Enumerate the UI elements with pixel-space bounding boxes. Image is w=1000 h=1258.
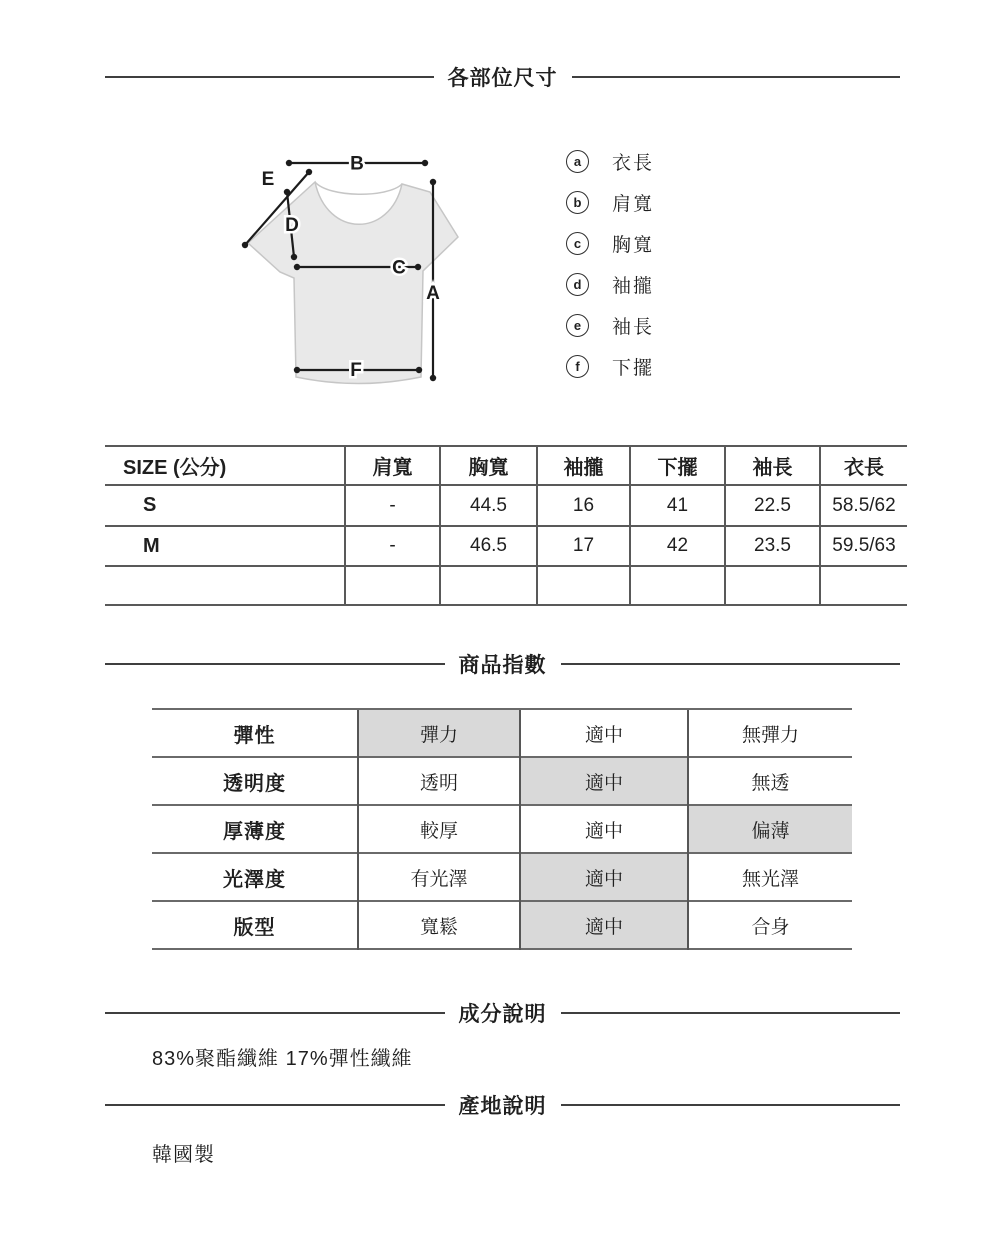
size-table-empty-row	[105, 566, 907, 605]
section-title: 成分說明	[458, 1003, 547, 1026]
diagram-label-f: F	[350, 360, 362, 381]
index-option-cell: 適中	[520, 853, 688, 901]
section-header-origin	[105, 1090, 900, 1120]
legend-key-circle: e	[566, 314, 589, 337]
value-cell: 46.5	[440, 526, 537, 566]
diagram-label-a: A	[426, 283, 440, 304]
size-cell: M	[105, 526, 345, 566]
value-cell: 17	[537, 526, 630, 566]
legend-key-circle: f	[566, 355, 589, 378]
index-label-cell: 光澤度	[152, 853, 358, 901]
diagram-label-d: D	[285, 215, 299, 236]
legend-item	[566, 346, 654, 387]
legend-label: 袖長	[612, 317, 655, 338]
index-option-cell: 無透	[688, 757, 852, 805]
legend-label: 下擺	[612, 358, 655, 379]
index-option-cell: 偏薄	[688, 805, 852, 853]
legend-key-circle: d	[566, 273, 589, 296]
composition-text: 83%聚酯纖維 17%彈性纖維	[152, 1048, 413, 1070]
index-row-sheen	[152, 853, 852, 901]
value-cell: 44.5	[440, 485, 537, 526]
index-option-cell: 透明	[358, 757, 520, 805]
index-option-cell: 適中	[520, 757, 688, 805]
value-cell: 59.5/63	[820, 526, 907, 566]
index-label-cell: 彈性	[152, 709, 358, 757]
index-option-cell: 適中	[520, 901, 688, 949]
size-table-header-cell: 袖攏	[537, 446, 630, 485]
legend-label: 衣長	[612, 153, 655, 174]
legend-item	[566, 305, 654, 346]
legend-item	[566, 264, 654, 305]
section-header-product-index	[105, 649, 900, 679]
size-table-row-m	[105, 526, 907, 566]
size-table-header-cell: 胸寬	[440, 446, 537, 485]
measurement-legend	[566, 141, 654, 387]
legend-key-circle: c	[566, 232, 589, 255]
size-table-header-cell: SIZE (公分)	[105, 446, 345, 485]
legend-item	[566, 182, 654, 223]
section-header-composition	[105, 998, 900, 1028]
size-table-header-cell: 袖長	[725, 446, 820, 485]
divider-line	[561, 1012, 901, 1014]
index-option-cell: 適中	[520, 805, 688, 853]
value-cell: -	[345, 485, 440, 526]
divider-line	[105, 1012, 445, 1014]
index-label-cell: 厚薄度	[152, 805, 358, 853]
size-table-header-cell: 衣長	[820, 446, 907, 485]
size-table-header-row	[105, 446, 907, 485]
index-option-cell: 無光澤	[688, 853, 852, 901]
section-title: 各部位尺寸	[447, 67, 558, 90]
value-cell: 22.5	[725, 485, 820, 526]
index-row-thickness	[152, 805, 852, 853]
index-option-cell: 合身	[688, 901, 852, 949]
size-table-header-cell: 肩寬	[345, 446, 440, 485]
value-cell: -	[345, 526, 440, 566]
index-option-cell: 寬鬆	[358, 901, 520, 949]
section-title: 商品指數	[458, 654, 547, 677]
product-index-table	[152, 708, 852, 950]
divider-line	[105, 663, 445, 665]
size-table-row-s	[105, 485, 907, 526]
divider-line	[561, 1104, 901, 1106]
size-cell: S	[105, 485, 345, 526]
legend-label: 肩寬	[612, 194, 655, 215]
size-table	[105, 445, 907, 606]
diagram-label-e: E	[261, 169, 275, 190]
legend-key-circle: a	[566, 150, 589, 173]
origin-text: 韓國製	[152, 1144, 215, 1166]
diagram-label-c: C	[392, 257, 406, 279]
index-option-cell: 適中	[520, 709, 688, 757]
divider-line	[105, 76, 434, 78]
divider-line	[561, 663, 901, 665]
tshirt-diagram	[225, 138, 525, 403]
tshirt-collar-line	[315, 182, 402, 194]
legend-label: 袖攏	[612, 276, 655, 297]
legend-key-circle: b	[566, 191, 589, 214]
index-option-cell: 彈力	[358, 709, 520, 757]
size-table-header-cell: 下擺	[630, 446, 725, 485]
index-row-elasticity	[152, 709, 852, 757]
legend-label: 胸寬	[612, 235, 655, 256]
index-label-cell: 版型	[152, 901, 358, 949]
section-header-measurements	[105, 62, 900, 92]
legend-item	[566, 141, 654, 182]
divider-line	[105, 1104, 445, 1106]
legend-item	[566, 223, 654, 264]
index-row-fit	[152, 901, 852, 949]
value-cell: 58.5/62	[820, 485, 907, 526]
value-cell: 41	[630, 485, 725, 526]
value-cell: 42	[630, 526, 725, 566]
section-title: 產地說明	[458, 1095, 547, 1118]
index-row-transparency	[152, 757, 852, 805]
index-option-cell: 較厚	[358, 805, 520, 853]
index-option-cell: 無彈力	[688, 709, 852, 757]
index-option-cell: 有光澤	[358, 853, 520, 901]
index-label-cell: 透明度	[152, 757, 358, 805]
diagram-label-b: B	[350, 153, 364, 175]
value-cell: 23.5	[725, 526, 820, 566]
value-cell: 16	[537, 485, 630, 526]
divider-line	[572, 76, 901, 78]
